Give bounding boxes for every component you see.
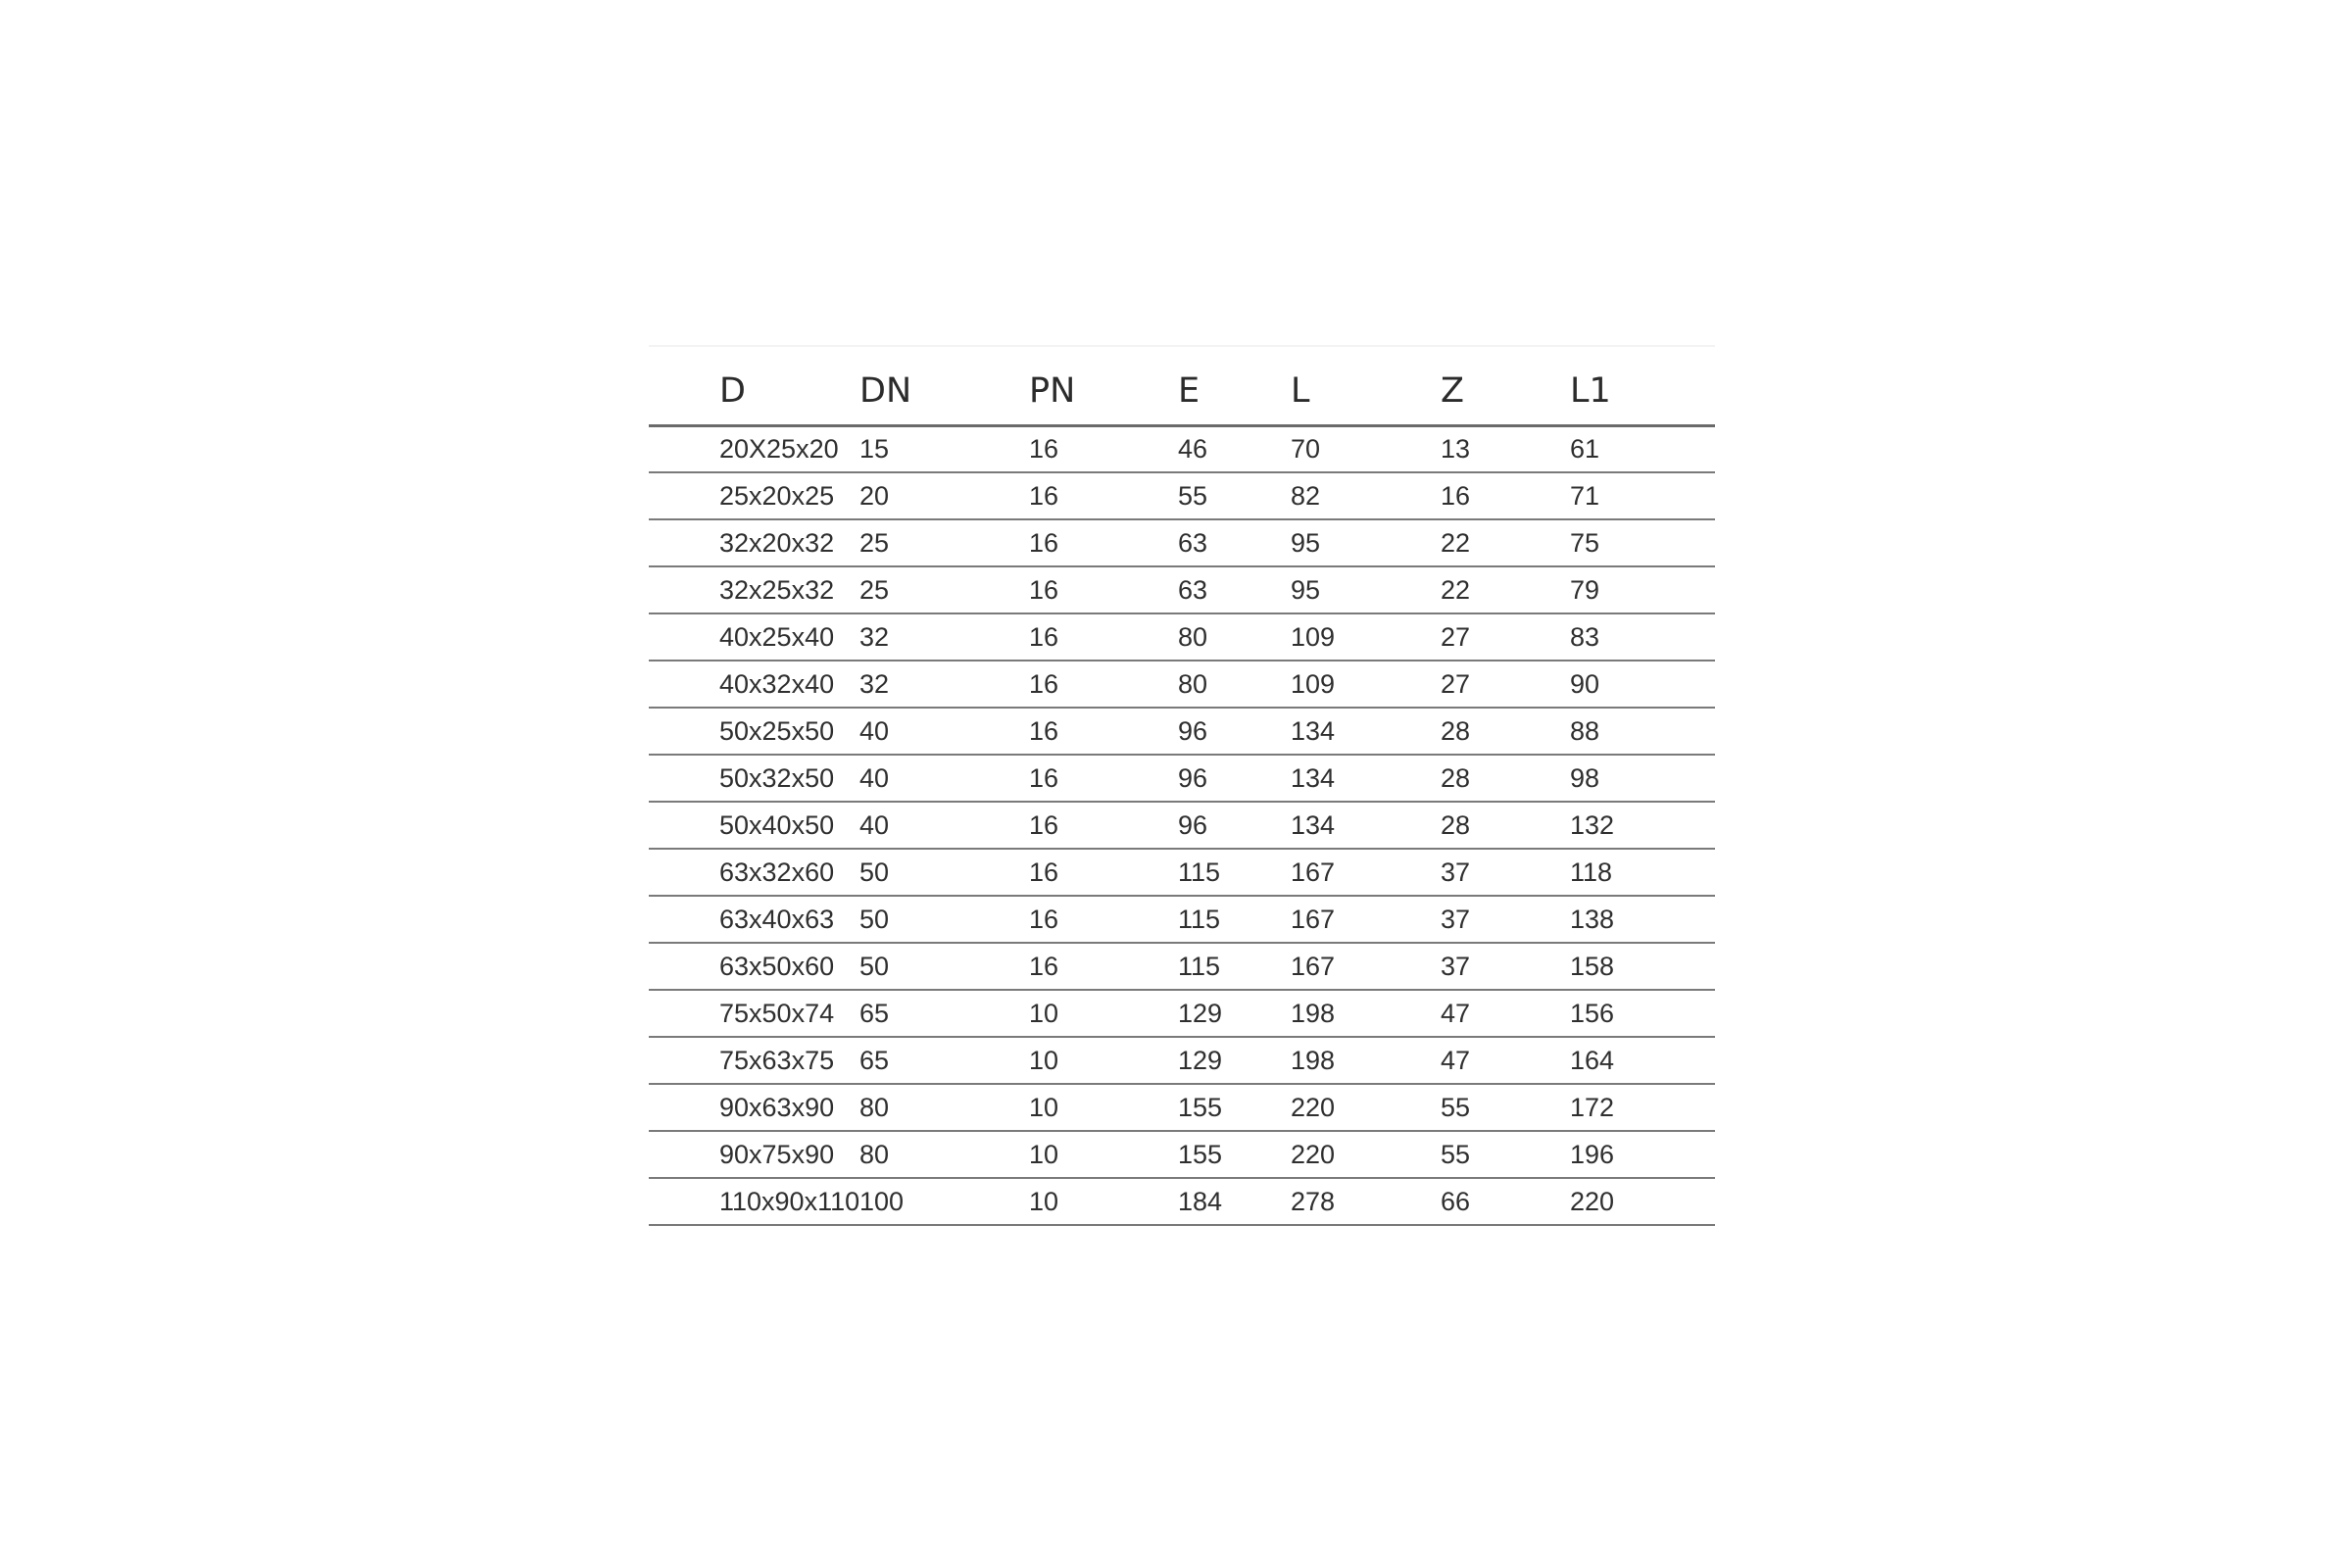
cell-d: 32x20x32 bbox=[649, 519, 859, 566]
cell-dn: 32 bbox=[859, 661, 1029, 708]
table-row bbox=[649, 425, 1715, 472]
cell-d: 40x32x40 bbox=[649, 661, 859, 708]
table-row bbox=[649, 519, 1715, 566]
cell-e: 129 bbox=[1178, 990, 1291, 1037]
cell-l: 109 bbox=[1291, 613, 1441, 661]
cell-l1: 98 bbox=[1570, 755, 1715, 802]
cell-dn: 15 bbox=[859, 425, 1029, 472]
cell-z: 66 bbox=[1441, 1178, 1570, 1225]
cell-e: 63 bbox=[1178, 519, 1291, 566]
cell-z: 28 bbox=[1441, 708, 1570, 755]
header-d: D bbox=[649, 345, 859, 425]
cell-pn: 16 bbox=[1029, 896, 1178, 943]
cell-l: 167 bbox=[1291, 943, 1441, 990]
table-row bbox=[649, 990, 1715, 1037]
table-row bbox=[649, 943, 1715, 990]
table-row bbox=[649, 566, 1715, 613]
cell-d: 20X25x20 bbox=[649, 425, 859, 472]
table-row bbox=[649, 613, 1715, 661]
cell-d: 50x40x50 bbox=[649, 802, 859, 849]
cell-l: 167 bbox=[1291, 896, 1441, 943]
cell-d: 32x25x32 bbox=[649, 566, 859, 613]
cell-l1: 71 bbox=[1570, 472, 1715, 519]
table-row bbox=[649, 802, 1715, 849]
cell-l: 167 bbox=[1291, 849, 1441, 896]
cell-l1: 83 bbox=[1570, 613, 1715, 661]
header-z: Z bbox=[1441, 345, 1570, 425]
cell-e: 55 bbox=[1178, 472, 1291, 519]
cell-e: 96 bbox=[1178, 755, 1291, 802]
cell-l: 134 bbox=[1291, 755, 1441, 802]
cell-d: 63x32x60 bbox=[649, 849, 859, 896]
header-row bbox=[649, 345, 1715, 425]
table-row bbox=[649, 708, 1715, 755]
cell-z: 47 bbox=[1441, 990, 1570, 1037]
cell-pn: 10 bbox=[1029, 1131, 1178, 1178]
cell-dn: 80 bbox=[859, 1084, 1029, 1131]
cell-l: 134 bbox=[1291, 802, 1441, 849]
cell-l1: 79 bbox=[1570, 566, 1715, 613]
cell-l: 82 bbox=[1291, 472, 1441, 519]
cell-l: 220 bbox=[1291, 1084, 1441, 1131]
cell-l: 109 bbox=[1291, 661, 1441, 708]
cell-dn: 20 bbox=[859, 472, 1029, 519]
cell-dn: 50 bbox=[859, 943, 1029, 990]
cell-pn: 16 bbox=[1029, 425, 1178, 472]
table-body bbox=[649, 425, 1715, 1225]
cell-z: 37 bbox=[1441, 896, 1570, 943]
cell-e: 115 bbox=[1178, 849, 1291, 896]
cell-e: 115 bbox=[1178, 943, 1291, 990]
cell-dn: 40 bbox=[859, 755, 1029, 802]
cell-dn: 80 bbox=[859, 1131, 1029, 1178]
cell-dn: 40 bbox=[859, 802, 1029, 849]
cell-d: 75x50x74 bbox=[649, 990, 859, 1037]
cell-d: 50x25x50 bbox=[649, 708, 859, 755]
cell-d: 40x25x40 bbox=[649, 613, 859, 661]
header-dn: DN bbox=[859, 345, 1029, 425]
cell-l: 70 bbox=[1291, 425, 1441, 472]
cell-pn: 16 bbox=[1029, 566, 1178, 613]
cell-l: 95 bbox=[1291, 519, 1441, 566]
cell-pn: 16 bbox=[1029, 849, 1178, 896]
cell-dn: 100 bbox=[859, 1178, 1029, 1225]
cell-dn: 40 bbox=[859, 708, 1029, 755]
cell-d: 75x63x75 bbox=[649, 1037, 859, 1084]
cell-l1: 156 bbox=[1570, 990, 1715, 1037]
cell-d: 90x63x90 bbox=[649, 1084, 859, 1131]
cell-l: 134 bbox=[1291, 708, 1441, 755]
cell-pn: 10 bbox=[1029, 1037, 1178, 1084]
cell-e: 63 bbox=[1178, 566, 1291, 613]
cell-l1: 88 bbox=[1570, 708, 1715, 755]
table-row bbox=[649, 849, 1715, 896]
cell-l1: 196 bbox=[1570, 1131, 1715, 1178]
table-header bbox=[649, 345, 1715, 425]
cell-pn: 10 bbox=[1029, 1084, 1178, 1131]
cell-l1: 172 bbox=[1570, 1084, 1715, 1131]
cell-pn: 16 bbox=[1029, 708, 1178, 755]
cell-pn: 16 bbox=[1029, 802, 1178, 849]
cell-l: 95 bbox=[1291, 566, 1441, 613]
cell-d: 25x20x25 bbox=[649, 472, 859, 519]
cell-l1: 164 bbox=[1570, 1037, 1715, 1084]
cell-e: 129 bbox=[1178, 1037, 1291, 1084]
cell-dn: 25 bbox=[859, 566, 1029, 613]
cell-l1: 220 bbox=[1570, 1178, 1715, 1225]
dimension-table bbox=[649, 345, 1715, 1226]
cell-z: 13 bbox=[1441, 425, 1570, 472]
header-e: E bbox=[1178, 345, 1291, 425]
cell-e: 46 bbox=[1178, 425, 1291, 472]
cell-l1: 118 bbox=[1570, 849, 1715, 896]
table-row bbox=[649, 1178, 1715, 1225]
cell-d: 63x40x63 bbox=[649, 896, 859, 943]
cell-l1: 158 bbox=[1570, 943, 1715, 990]
table-row bbox=[649, 896, 1715, 943]
cell-e: 96 bbox=[1178, 802, 1291, 849]
cell-z: 27 bbox=[1441, 613, 1570, 661]
table-row bbox=[649, 755, 1715, 802]
cell-e: 115 bbox=[1178, 896, 1291, 943]
cell-pn: 16 bbox=[1029, 943, 1178, 990]
cell-pn: 16 bbox=[1029, 519, 1178, 566]
cell-e: 155 bbox=[1178, 1131, 1291, 1178]
cell-z: 55 bbox=[1441, 1084, 1570, 1131]
cell-e: 155 bbox=[1178, 1084, 1291, 1131]
cell-l1: 138 bbox=[1570, 896, 1715, 943]
table-row bbox=[649, 1084, 1715, 1131]
header-l1: L1 bbox=[1570, 345, 1715, 425]
cell-dn: 50 bbox=[859, 896, 1029, 943]
cell-e: 184 bbox=[1178, 1178, 1291, 1225]
header-l: L bbox=[1291, 345, 1441, 425]
table-row bbox=[649, 1037, 1715, 1084]
cell-pn: 10 bbox=[1029, 990, 1178, 1037]
cell-d: 110x90x110 bbox=[649, 1178, 859, 1225]
cell-dn: 65 bbox=[859, 1037, 1029, 1084]
cell-l1: 90 bbox=[1570, 661, 1715, 708]
cell-z: 28 bbox=[1441, 802, 1570, 849]
header-pn: PN bbox=[1029, 345, 1178, 425]
cell-l1: 132 bbox=[1570, 802, 1715, 849]
cell-dn: 32 bbox=[859, 613, 1029, 661]
cell-pn: 16 bbox=[1029, 755, 1178, 802]
cell-l: 198 bbox=[1291, 990, 1441, 1037]
cell-d: 90x75x90 bbox=[649, 1131, 859, 1178]
cell-dn: 65 bbox=[859, 990, 1029, 1037]
cell-z: 28 bbox=[1441, 755, 1570, 802]
cell-dn: 25 bbox=[859, 519, 1029, 566]
cell-z: 55 bbox=[1441, 1131, 1570, 1178]
cell-z: 22 bbox=[1441, 566, 1570, 613]
cell-dn: 50 bbox=[859, 849, 1029, 896]
cell-z: 22 bbox=[1441, 519, 1570, 566]
cell-e: 80 bbox=[1178, 613, 1291, 661]
cell-l1: 61 bbox=[1570, 425, 1715, 472]
cell-e: 96 bbox=[1178, 708, 1291, 755]
cell-l: 220 bbox=[1291, 1131, 1441, 1178]
cell-z: 37 bbox=[1441, 943, 1570, 990]
cell-z: 27 bbox=[1441, 661, 1570, 708]
table-row bbox=[649, 1131, 1715, 1178]
cell-e: 80 bbox=[1178, 661, 1291, 708]
cell-z: 37 bbox=[1441, 849, 1570, 896]
table-row bbox=[649, 661, 1715, 708]
cell-z: 47 bbox=[1441, 1037, 1570, 1084]
cell-pn: 10 bbox=[1029, 1178, 1178, 1225]
cell-d: 63x50x60 bbox=[649, 943, 859, 990]
cell-d: 50x32x50 bbox=[649, 755, 859, 802]
cell-pn: 16 bbox=[1029, 472, 1178, 519]
cell-z: 16 bbox=[1441, 472, 1570, 519]
cell-pn: 16 bbox=[1029, 613, 1178, 661]
cell-l: 278 bbox=[1291, 1178, 1441, 1225]
cell-pn: 16 bbox=[1029, 661, 1178, 708]
cell-l: 198 bbox=[1291, 1037, 1441, 1084]
table-row bbox=[649, 472, 1715, 519]
cell-l1: 75 bbox=[1570, 519, 1715, 566]
